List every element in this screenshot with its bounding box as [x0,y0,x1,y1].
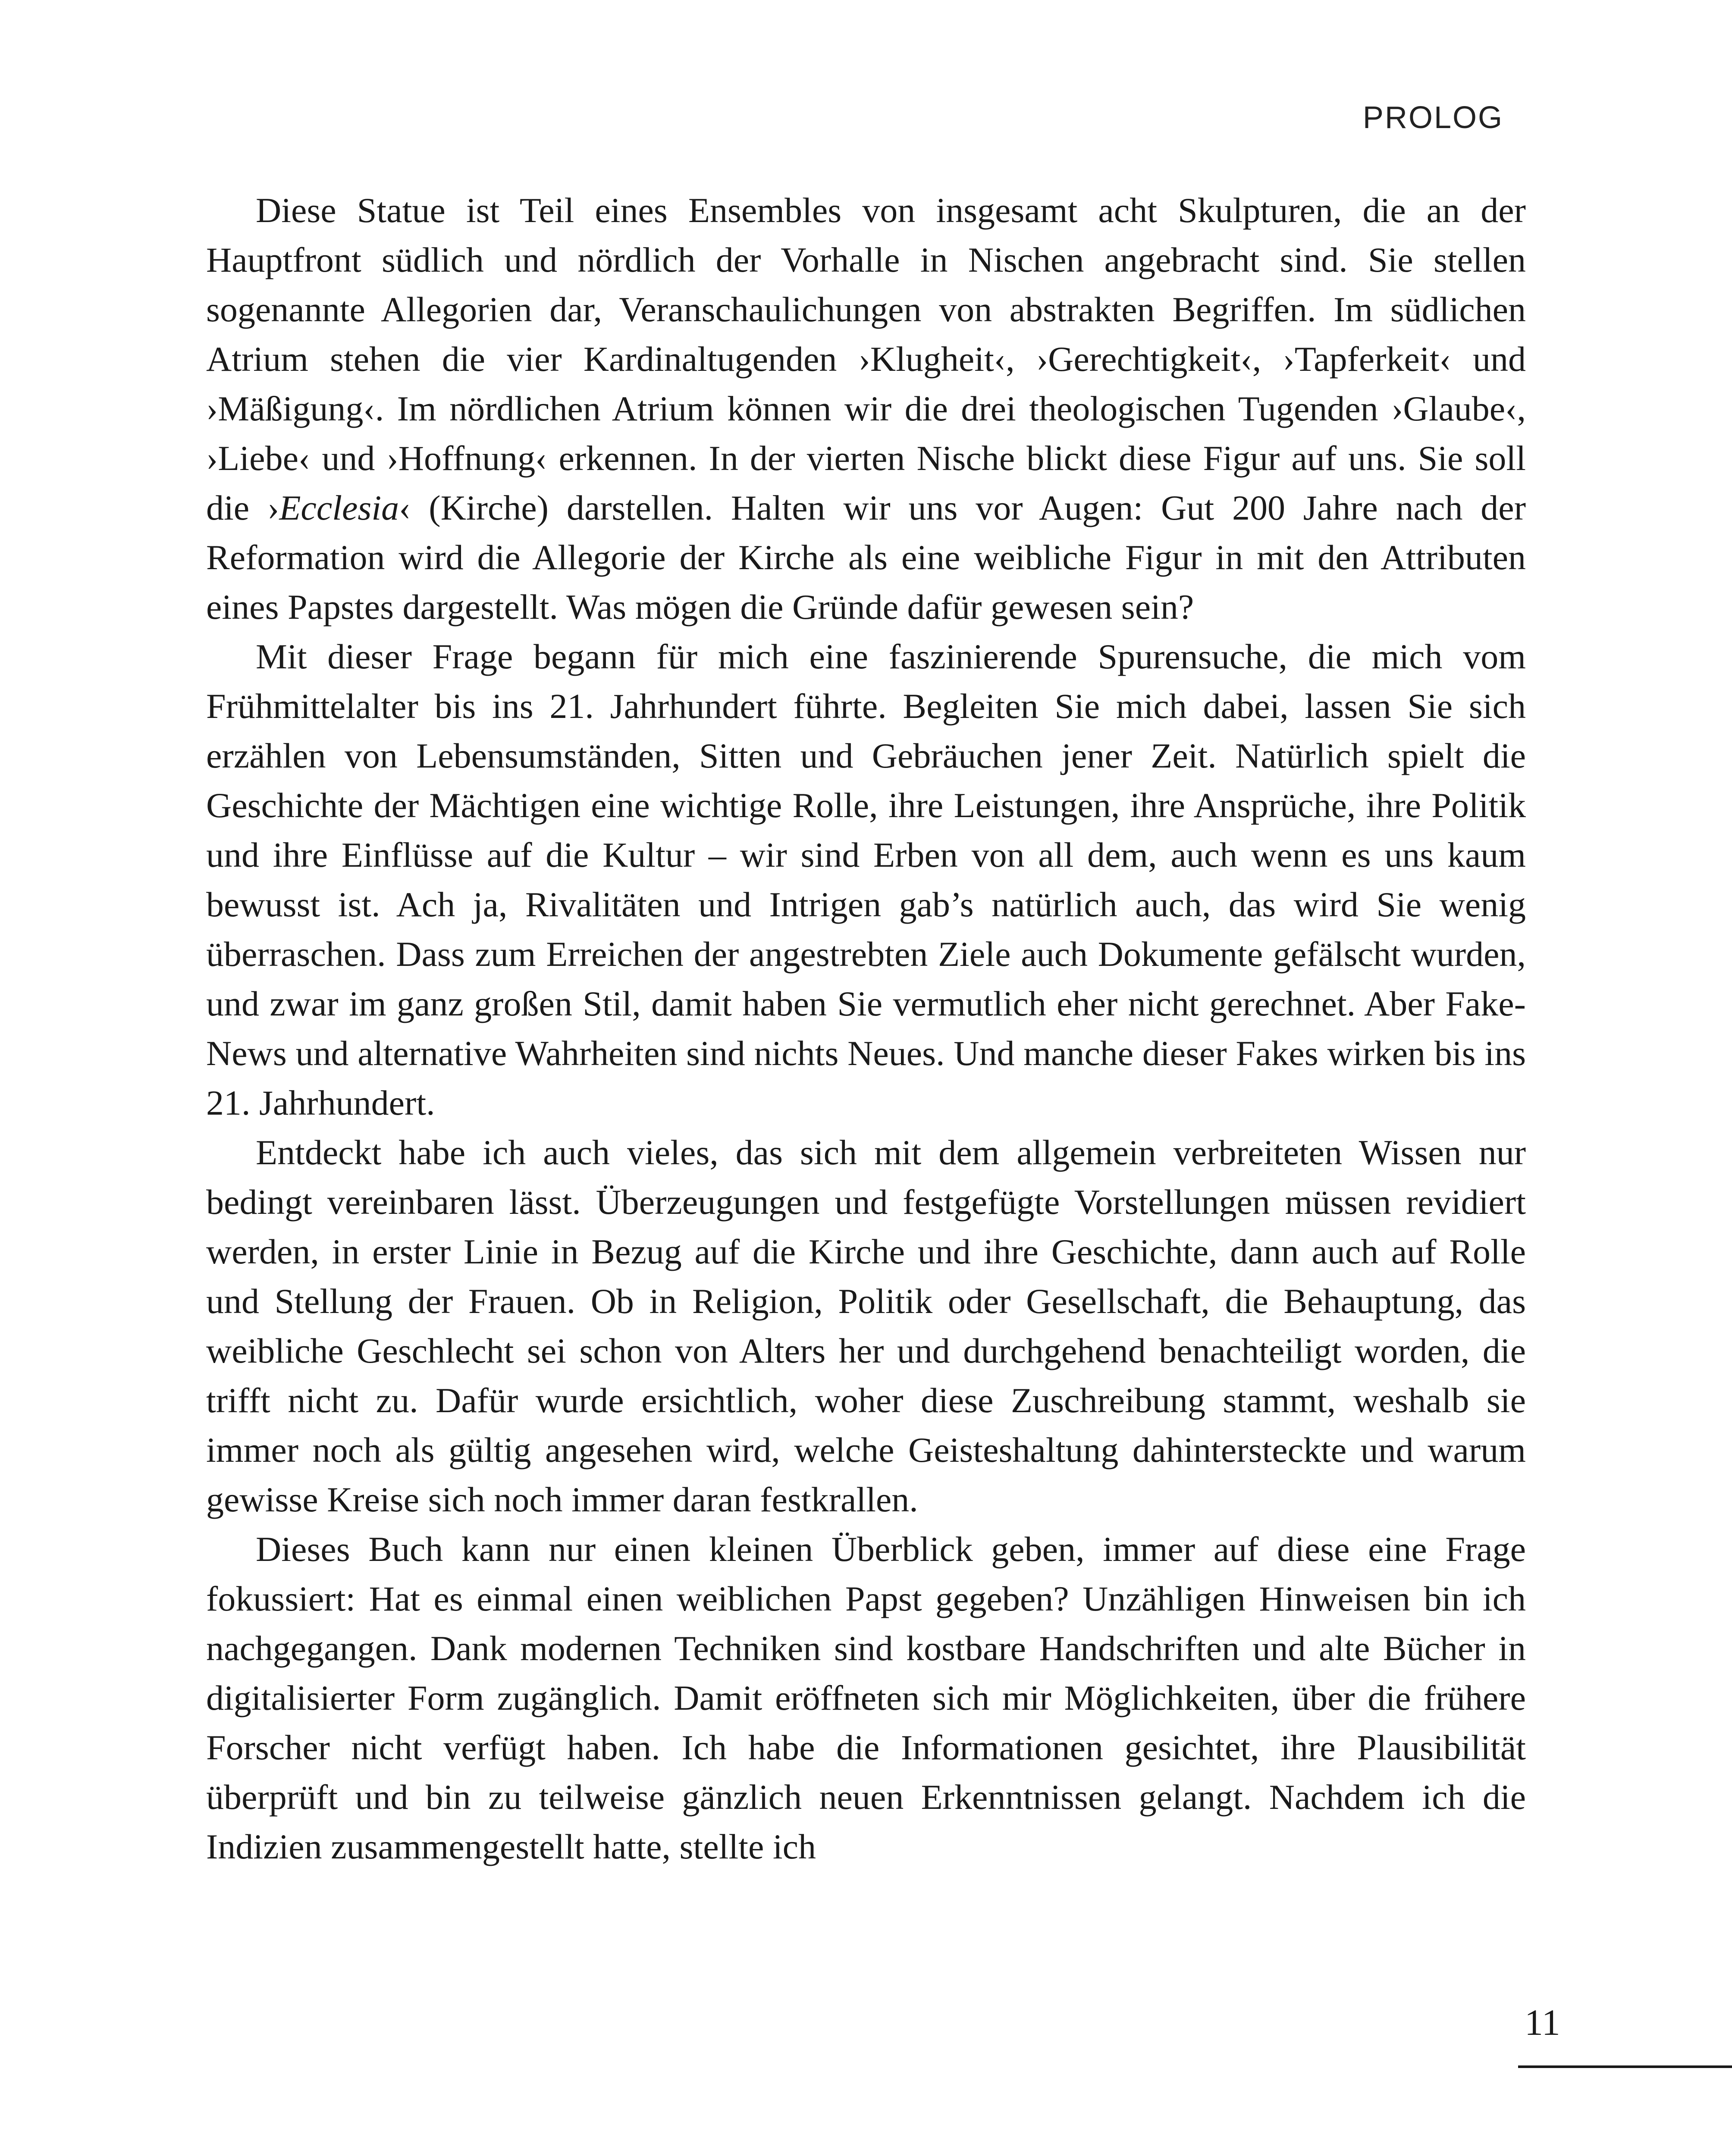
paragraph-1-text-a: Diese Statue ist Teil eines Ensembles von insgesamt acht Skulpturen, die an der Hauptfront südlich und nördlich der Vorhalle in Nischen angebracht sind. Sie stellen sogenannte Allegorien dar, Veranschaulichungen von abstrakten Begriffen. Im südlichen Atrium stehen die vier Kardinaltugenden ›Klugheit‹, ›Gerechtigkeit‹, ›Tapferkeit‹ und ›Mäßigung‹. Im nördlichen Atrium können wir die drei theologischen Tugenden ›Glaube‹, ›Liebe‹ und ›Hoffnung‹ erkennen. In der vierten Nische blickt diese Figur auf uns. Sie soll die › [206,191,1526,527]
paragraph-1-text-b: ‹ (Kirche) darstellen. Halten wir uns vor Augen: Gut 200 Jahre nach der Reformation wird die Allegorie der Kirche als eine weibliche Figur in mit den Attributen eines Papstes dargestellt. Was mögen die Gründe dafür gewesen sein? [206,488,1526,627]
paragraph-2: Mit dieser Frage begann für mich eine faszinierende Spurensuche, die mich vom Frühmittelalter bis ins 21. Jahrhundert führte. Begleiten Sie mich dabei, lassen Sie sich erzählen von Lebensumständen, Sitten und Gebräuchen jener Zeit. Natürlich spielt die Geschichte der Mächtigen eine wichtige Rolle, ihre Leistungen, ihre Ansprüche, ihre Politik und ihre Einflüsse auf die Kultur – wir sind Erben von all dem, auch wenn es uns kaum bewusst ist. Ach ja, Rivalitäten und Intrigen gab’s natürlich auch, das wird Sie wenig überraschen. Dass zum Erreichen der angestrebten Ziele auch Dokumente gefälscht wurden, und zwar im ganz großen Stil, damit haben Sie vermutlich eher nicht gerechnet. Aber Fake-News und alternative Wahrheiten sind nichts Neues. Und manche dieser Fakes wirken bis ins 21. Jahrhundert. [206,637,1526,1122]
paragraph-1-italic-term: Ecclesia [279,488,399,527]
running-head: PROLOG [1362,100,1503,135]
paragraph-1 [206,185,1526,632]
page-number-rule [1518,2065,1732,2068]
page-number: 11 [1525,2002,1560,2043]
body-text [206,185,1526,1871]
paragraph-3: Entdeckt habe ich auch vieles, das sich mit dem allgemein verbreiteten Wissen nur bedingt vereinbaren lässt. Überzeugungen und festgefügte Vorstellungen müssen revidiert werden, in erster Linie in Bezug auf die Kirche und ihre Geschichte, dann auch auf Rolle und Stellung der Frauen. Ob in Religion, Politik oder Gesellschaft, die Behauptung, das weibliche Geschlecht sei schon von Alters her und durchgehend benachteiligt worden, die trifft nicht zu. Dafür wurde ersichtlich, woher diese Zuschreibung stammt, weshalb sie immer noch als gültig angesehen wird, welche Geisteshaltung dahintersteckte und warum gewisse Kreise sich noch immer daran festkrallen. [206,1133,1526,1519]
paragraph-4: Dieses Buch kann nur einen kleinen Überblick geben, immer auf diese eine Frage fokussiert: Hat es einmal einen weiblichen Papst gegeben? Unzähligen Hinweisen bin ich nachgegangen. Dank modernen Techniken sind kostbare Handschriften und alte Bücher in digitalisierter Form zugänglich. Damit eröffneten sich mir Möglichkeiten, über die frühere Forscher nicht verfügt haben. Ich habe die Informationen gesichtet, ihre Plausibilität überprüft und bin zu teilweise gänzlich neuen Erkenntnissen gelangt. Nachdem ich die Indizien zusammengestellt hatte, stellte ich [206,1529,1526,1866]
